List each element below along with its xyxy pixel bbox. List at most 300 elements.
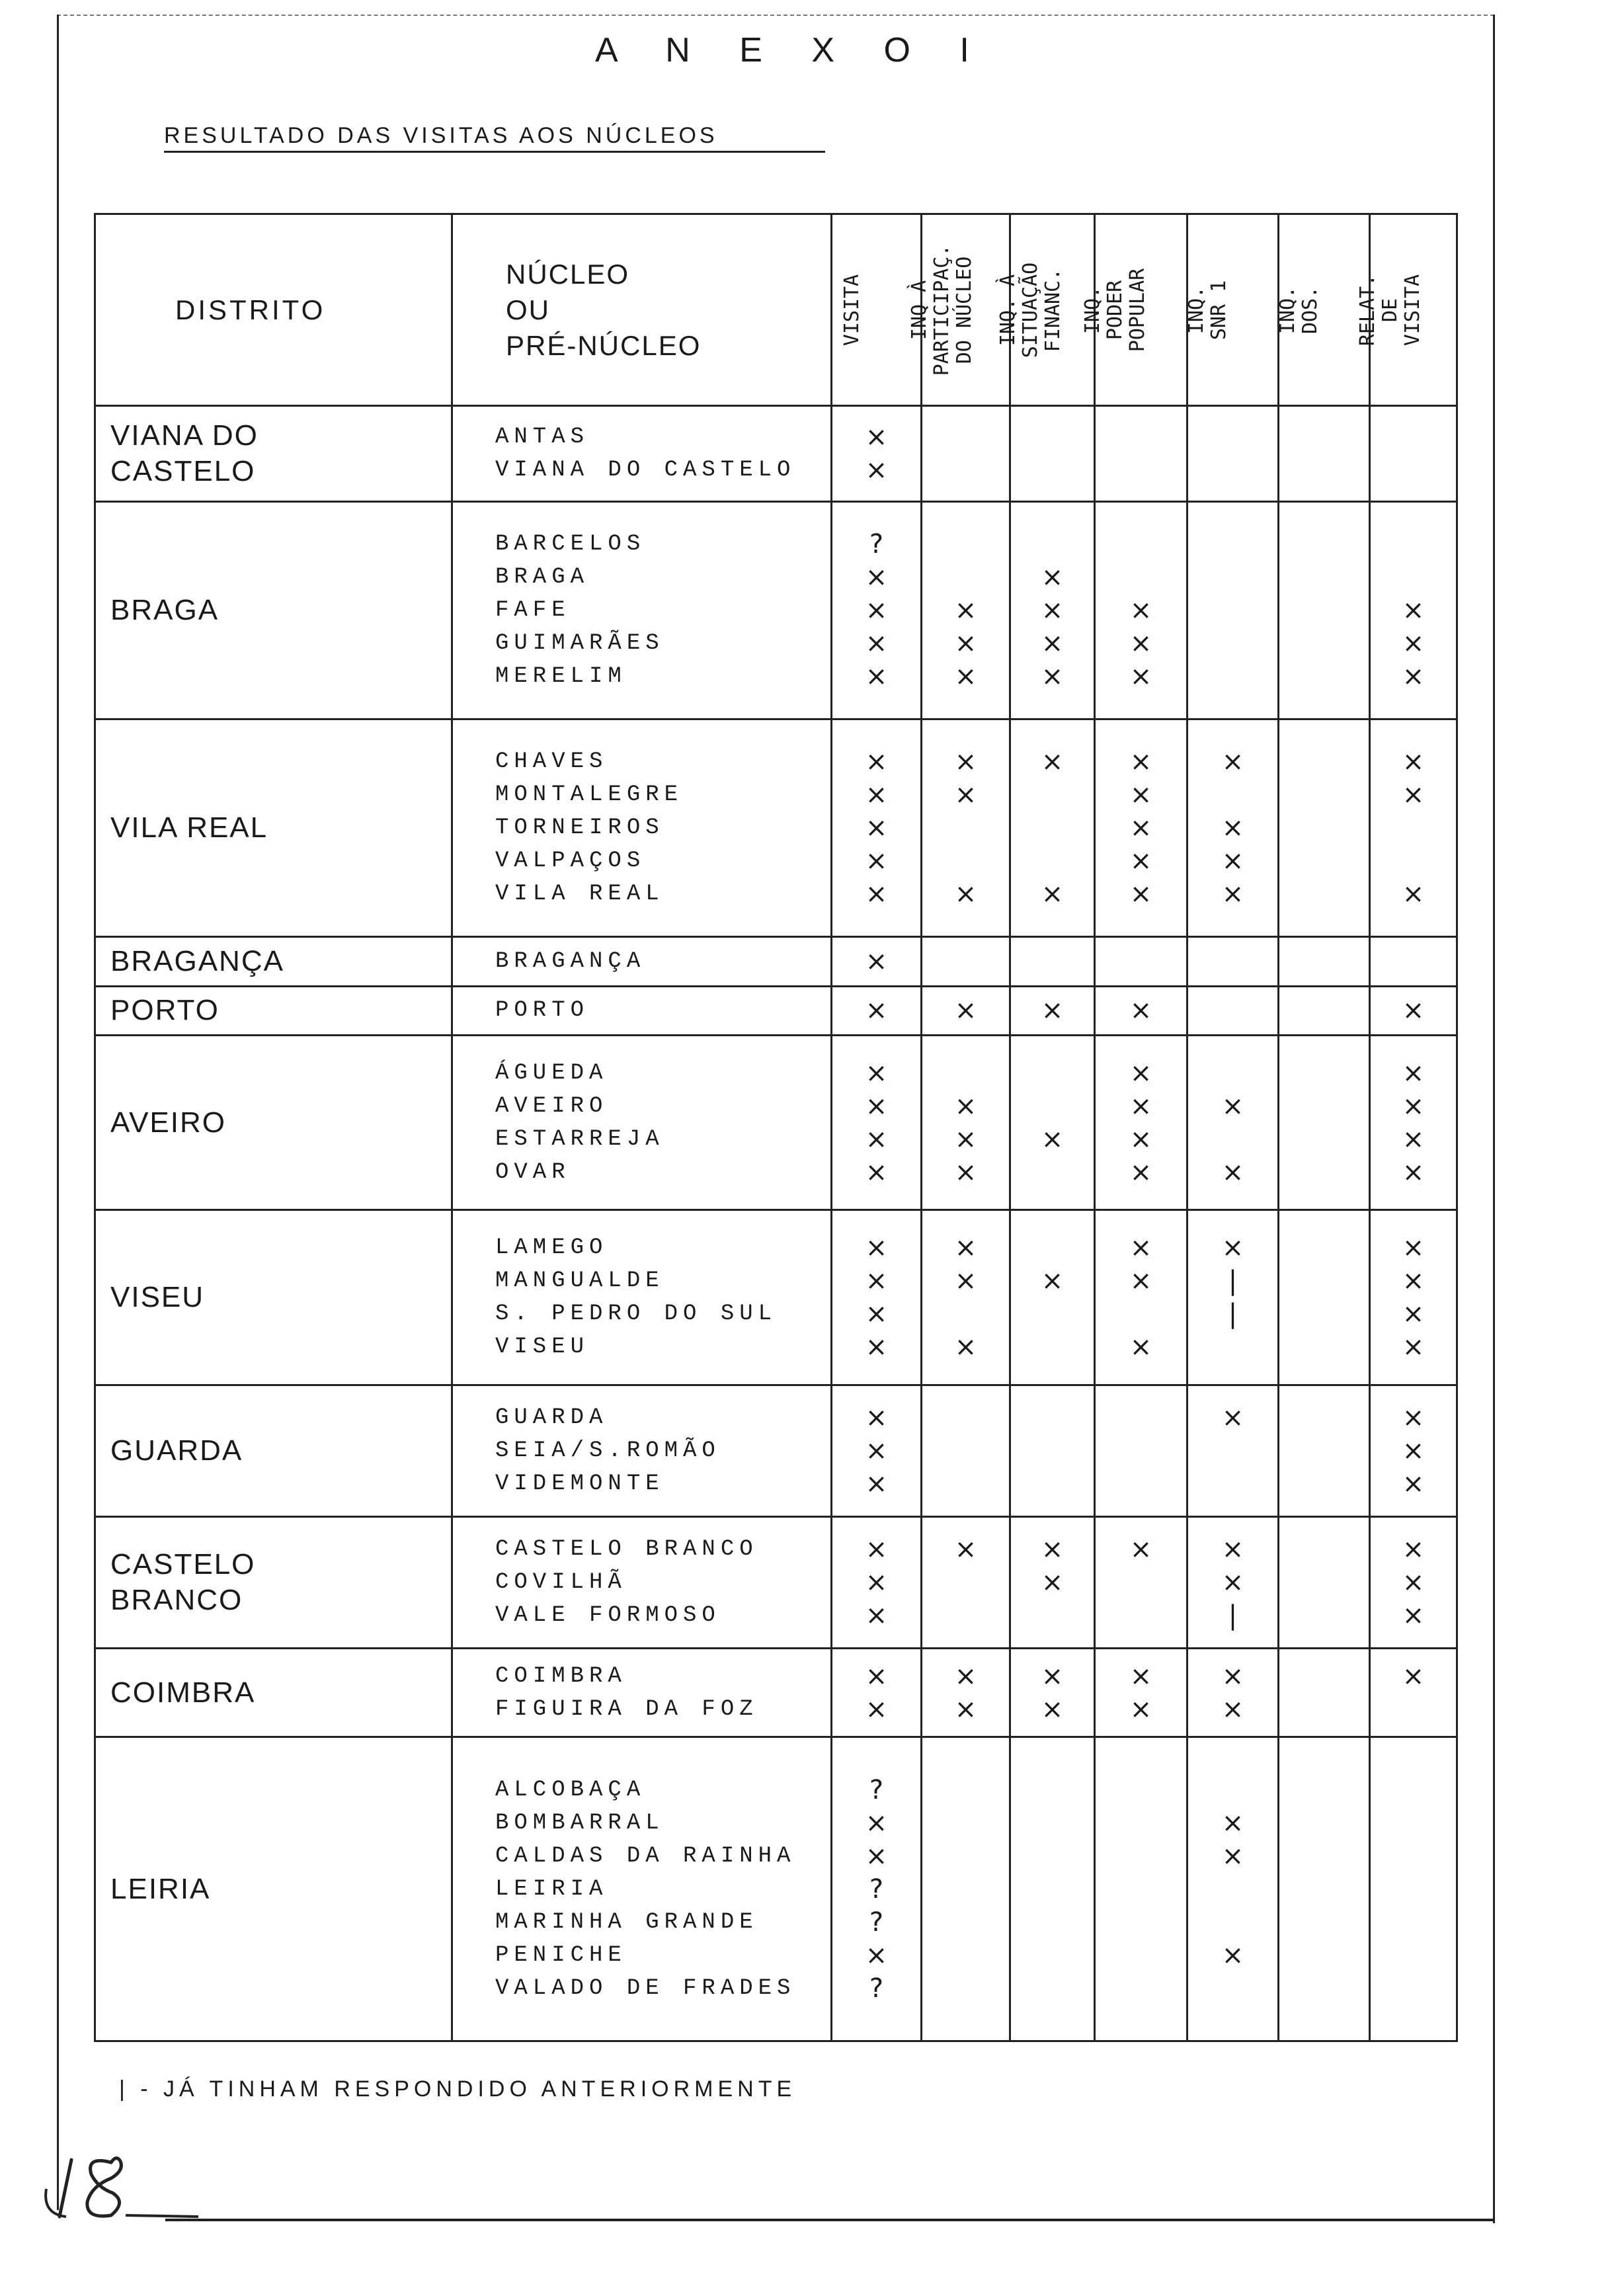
- mark-cell-inq-situacao-financ: [1010, 986, 1095, 1035]
- mark: [1279, 844, 1369, 878]
- nucleo-name: SEIA/S.ROMÃO: [495, 1438, 721, 1463]
- mark: ×: [954, 1090, 977, 1122]
- mark: ×: [865, 846, 888, 877]
- mark: ×: [865, 1157, 888, 1188]
- mark-cell-inq-participacao: [922, 1649, 1010, 1737]
- mark-cell-inq-dos: [1279, 719, 1370, 937]
- mark-cell-inq-snr1: [1187, 937, 1279, 986]
- mark: [922, 811, 1009, 844]
- mark: ×: [865, 879, 888, 910]
- mark: [1279, 1533, 1369, 1566]
- header-col-label: INQ. DOS.: [1276, 286, 1322, 334]
- nucleo-cell: [452, 1385, 832, 1516]
- table-header-row: [95, 214, 1457, 406]
- mark-cell-inq-snr1: [1187, 986, 1279, 1035]
- mark: [1279, 561, 1369, 594]
- mark-cell-inq-poder-popular: [1095, 1210, 1187, 1385]
- mark: ×: [1221, 879, 1244, 910]
- mark: [1371, 945, 1456, 978]
- mark: [1188, 660, 1277, 693]
- district-name: BRANCO: [110, 1583, 243, 1616]
- mark: [1011, 528, 1094, 561]
- mark: ?: [869, 1873, 884, 1905]
- mark: [1011, 1774, 1094, 1807]
- mark: [1011, 1972, 1094, 2005]
- mark: ×: [865, 1057, 888, 1088]
- mark: [1279, 421, 1369, 454]
- mark: ×: [1402, 1534, 1425, 1565]
- mark: ×: [954, 628, 977, 659]
- nucleo-name: CHAVES: [495, 749, 608, 775]
- nucleo-name: BRAGANÇA: [495, 949, 646, 975]
- mark: [1188, 528, 1277, 561]
- mark: [1011, 454, 1094, 487]
- mark: [922, 1467, 1009, 1500]
- district-group-row: [95, 1737, 1457, 2041]
- mark: [1371, 1939, 1456, 1972]
- nucleo-name: VISEU: [495, 1334, 590, 1360]
- mark: [1279, 1057, 1369, 1090]
- district-cell: [95, 1649, 452, 1737]
- mark: [1371, 811, 1456, 844]
- mark: [922, 1840, 1009, 1873]
- mark: [1096, 1566, 1186, 1599]
- mark: [1188, 1906, 1277, 1939]
- mark-cell-relat-visita: [1370, 719, 1457, 937]
- mark: [1371, 454, 1456, 487]
- nucleo-name: AVEIRO: [495, 1093, 608, 1119]
- mark: ×: [1402, 661, 1425, 692]
- mark: [1188, 1331, 1277, 1364]
- mark: ×: [954, 879, 977, 910]
- mark: ×: [1402, 1468, 1425, 1499]
- mark: ×: [1041, 594, 1064, 626]
- mark: ×: [865, 747, 888, 778]
- mark: [922, 1807, 1009, 1840]
- mark: [1188, 1434, 1277, 1467]
- district-name: CASTELO: [110, 1547, 256, 1580]
- mark-cell-inq-participacao: [922, 937, 1010, 986]
- subtitle-underline: [164, 151, 825, 153]
- mark-cell-inq-participacao: [922, 1516, 1010, 1648]
- document-subtitle: RESULTADO DAS VISITAS AOS NÚCLEOS: [164, 123, 718, 148]
- mark: ×: [1129, 1124, 1152, 1155]
- mark: ×: [1221, 1232, 1244, 1263]
- nucleo-name: MANGUALDE: [495, 1268, 664, 1293]
- nucleo-name: ALCOBAÇA: [495, 1777, 646, 1803]
- mark: ×: [865, 780, 888, 811]
- mark: [1279, 1939, 1369, 1972]
- nucleo-name: VILA REAL: [495, 882, 664, 907]
- mark: ×: [1402, 1331, 1425, 1362]
- mark: [1279, 1297, 1369, 1331]
- mark: ×: [954, 1534, 977, 1565]
- mark: ×: [1041, 561, 1064, 593]
- mark: [1096, 1939, 1186, 1972]
- district-group-row: [95, 1649, 1457, 1737]
- district-group-row: [95, 1035, 1457, 1210]
- mark: [1011, 1939, 1094, 1972]
- mark: [1096, 945, 1186, 978]
- mark: [1096, 1434, 1186, 1467]
- district-group-row: [95, 1210, 1457, 1385]
- mark: [1279, 454, 1369, 487]
- mark: ×: [1402, 1402, 1425, 1433]
- nucleo-name: VIDEMONTE: [495, 1471, 664, 1496]
- mark: [1011, 1873, 1094, 1906]
- nucleo-cell: [452, 406, 832, 502]
- mark-cell-inq-participacao: [922, 1385, 1010, 1516]
- mark: ×: [1402, 1265, 1425, 1296]
- mark: ×: [865, 1124, 888, 1155]
- district-name: BRAGA: [110, 593, 220, 626]
- mark: ×: [865, 1402, 888, 1433]
- mark: ×: [1221, 1807, 1244, 1838]
- mark-cell-inq-snr1: [1187, 1649, 1279, 1737]
- district-cell: [95, 937, 452, 986]
- mark: ×: [1041, 1660, 1064, 1692]
- mark: ?: [869, 1973, 884, 2004]
- mark: ×: [1129, 661, 1152, 692]
- mark: ×: [1221, 1940, 1244, 1971]
- mark-cell-inq-situacao-financ: [1010, 1516, 1095, 1648]
- mark-cell-inq-participacao: [922, 1210, 1010, 1385]
- mark: [1371, 844, 1456, 878]
- district-group-row: [95, 1516, 1457, 1648]
- mark: [1279, 1873, 1369, 1906]
- mark: ×: [1221, 1567, 1244, 1598]
- mark-cell-inq-dos: [1279, 1649, 1370, 1737]
- mark-cell-inq-dos: [1279, 1516, 1370, 1648]
- results-table: [94, 213, 1458, 2042]
- nucleo-name: FAFE: [495, 597, 571, 623]
- nucleo-name: ANTAS: [495, 424, 590, 450]
- mark-cell-visita: [832, 1737, 922, 2041]
- mark: [1279, 1972, 1369, 2005]
- mark: ×: [1402, 995, 1425, 1026]
- district-name: AVEIRO: [110, 1106, 227, 1139]
- mark: ×: [1129, 1232, 1152, 1263]
- mark: ×: [954, 1124, 977, 1155]
- mark: [1279, 994, 1369, 1027]
- nucleo-name: GUIMARÃES: [495, 630, 664, 656]
- nucleo-name: VALADO DE FRADES: [495, 1975, 796, 2001]
- mark: |: [1228, 1600, 1238, 1631]
- mark: [1279, 1840, 1369, 1873]
- mark-cell-inq-dos: [1279, 501, 1370, 719]
- district-group-row: [95, 719, 1457, 937]
- header-col-inq-poder-popular: [1081, 214, 1187, 406]
- mark-cell-inq-situacao-financ: [1010, 1649, 1095, 1737]
- mark: ×: [865, 1940, 888, 1971]
- mark: ×: [1402, 594, 1425, 626]
- mark-cell-inq-dos: [1279, 937, 1370, 986]
- header-col-label: INQ. PODER POPULAR: [1081, 268, 1149, 352]
- mark: [1011, 1331, 1094, 1364]
- mark-cell-inq-poder-popular: [1095, 406, 1187, 502]
- handwritten-page-number: [40, 2148, 198, 2221]
- district-cell: [95, 1737, 452, 2041]
- mark: ?: [869, 1906, 884, 1938]
- mark: [1011, 421, 1094, 454]
- header-nucleo-line2: OU: [506, 294, 550, 325]
- nucleo-cell: [452, 1516, 832, 1648]
- mark: ×: [1129, 1660, 1152, 1692]
- mark-cell-relat-visita: [1370, 501, 1457, 719]
- mark: [1371, 528, 1456, 561]
- nucleo-name: PORTO: [495, 998, 590, 1024]
- mark: ×: [1402, 1298, 1425, 1329]
- mark: [1011, 1906, 1094, 1939]
- mark: ×: [865, 421, 888, 452]
- mark: [1096, 1297, 1186, 1331]
- mark: [1279, 945, 1369, 978]
- mark: [922, 945, 1009, 978]
- mark: ×: [1221, 846, 1244, 877]
- mark: ×: [1221, 1402, 1244, 1433]
- mark: [1011, 1231, 1094, 1264]
- mark: ×: [954, 1232, 977, 1263]
- mark: [1279, 1599, 1369, 1632]
- mark-cell-inq-situacao-financ: [1010, 719, 1095, 937]
- mark: [1279, 1123, 1369, 1156]
- mark: [1011, 778, 1094, 811]
- mark: ×: [865, 1331, 888, 1362]
- mark: ×: [1129, 879, 1152, 910]
- mark: [922, 1939, 1009, 1972]
- mark: [1371, 561, 1456, 594]
- nucleo-name: VALPAÇOS: [495, 848, 646, 874]
- mark: ×: [1402, 1600, 1425, 1631]
- mark: [922, 1906, 1009, 1939]
- district-name: VILA REAL: [110, 811, 268, 844]
- mark: [1371, 1840, 1456, 1873]
- mark-cell-inq-dos: [1279, 406, 1370, 502]
- district-name: COIMBRA: [110, 1676, 256, 1709]
- mark: ×: [1402, 1567, 1425, 1598]
- mark: ×: [1402, 780, 1425, 811]
- nucleo-name: BOMBARRAL: [495, 1810, 664, 1836]
- mark: [1011, 1599, 1094, 1632]
- mark: ×: [865, 628, 888, 659]
- mark: [1096, 1599, 1186, 1632]
- mark: [1279, 660, 1369, 693]
- mark: [1096, 1774, 1186, 1807]
- mark-cell-inq-participacao: [922, 501, 1010, 719]
- mark-cell-inq-dos: [1279, 1210, 1370, 1385]
- mark: [922, 454, 1009, 487]
- mark: ×: [1129, 1534, 1152, 1565]
- district-cell: [95, 1516, 452, 1648]
- mark: ×: [1041, 879, 1064, 910]
- mark: [1096, 1840, 1186, 1873]
- nucleo-name: MARINHA GRANDE: [495, 1909, 758, 1935]
- mark: ×: [1041, 1567, 1064, 1598]
- mark-cell-relat-visita: [1370, 1737, 1457, 2041]
- mark-cell-inq-poder-popular: [1095, 986, 1187, 1035]
- mark-cell-relat-visita: [1370, 986, 1457, 1035]
- mark: [1279, 1807, 1369, 1840]
- mark: ×: [865, 1840, 888, 1871]
- mark: [922, 1297, 1009, 1331]
- mark-cell-inq-dos: [1279, 986, 1370, 1035]
- mark-cell-visita: [832, 719, 922, 937]
- mark-cell-inq-participacao: [922, 1035, 1010, 1210]
- mark: [922, 1401, 1009, 1434]
- annex-title: A N E X O I: [595, 31, 989, 69]
- mark: ×: [1402, 1157, 1425, 1188]
- mark: ×: [954, 1694, 977, 1725]
- mark: [1188, 1774, 1277, 1807]
- mark: [1011, 1156, 1094, 1189]
- mark: ×: [1041, 747, 1064, 778]
- mark-cell-inq-situacao-financ: [1010, 1035, 1095, 1210]
- mark: [1011, 1401, 1094, 1434]
- mark-cell-inq-snr1: [1187, 1035, 1279, 1210]
- header-col-label: INQ. SNR 1: [1185, 280, 1230, 340]
- mark: [922, 1566, 1009, 1599]
- page-frame-left: [57, 15, 59, 2210]
- mark-cell-inq-participacao: [922, 1737, 1010, 2041]
- district-group-row: [95, 986, 1457, 1035]
- district-name: BRAGANÇA: [110, 945, 284, 978]
- mark: [1188, 778, 1277, 811]
- mark-cell-inq-poder-popular: [1095, 1649, 1187, 1737]
- mark: [1096, 1906, 1186, 1939]
- mark-cell-inq-snr1: [1187, 719, 1279, 937]
- mark: ×: [865, 1694, 888, 1725]
- mark-cell-visita: [832, 1516, 922, 1648]
- mark: [1096, 421, 1186, 454]
- mark: [1096, 1972, 1186, 2005]
- header-col-label: RELAT. DE VISITA: [1356, 274, 1424, 346]
- header-nucleo: [452, 214, 832, 406]
- mark: [1279, 1434, 1369, 1467]
- header-col-relat-visita: [1356, 214, 1457, 406]
- district-cell: [95, 406, 452, 502]
- mark: ×: [865, 995, 888, 1026]
- mark: [1188, 561, 1277, 594]
- mark: [1279, 1906, 1369, 1939]
- mark: [1011, 844, 1094, 878]
- mark: ×: [1129, 846, 1152, 877]
- district-group-row: [95, 406, 1457, 502]
- nucleo-name: BARCELOS: [495, 531, 646, 557]
- mark-cell-inq-dos: [1279, 1737, 1370, 2041]
- mark-cell-inq-participacao: [922, 719, 1010, 937]
- mark: ×: [1129, 780, 1152, 811]
- mark: [1279, 1331, 1369, 1364]
- mark: [922, 1057, 1009, 1090]
- district-group-row: [95, 1385, 1457, 1516]
- mark: ×: [865, 1468, 888, 1499]
- mark: [922, 561, 1009, 594]
- mark: [1011, 1807, 1094, 1840]
- nucleo-name: TORNEIROS: [495, 815, 664, 841]
- mark-cell-inq-poder-popular: [1095, 1035, 1187, 1210]
- mark: [1188, 994, 1277, 1027]
- mark: [1188, 1467, 1277, 1500]
- mark: [1188, 594, 1277, 627]
- mark: [1279, 1660, 1369, 1693]
- nucleo-name: CALDAS DA RAINHA: [495, 1843, 796, 1869]
- mark: [1096, 561, 1186, 594]
- nucleo-cell: [452, 1649, 832, 1737]
- mark: ×: [1041, 1124, 1064, 1155]
- district-name: GUARDA: [110, 1434, 243, 1467]
- mark: [1096, 528, 1186, 561]
- nucleo-cell: [452, 1035, 832, 1210]
- mark-cell-inq-snr1: [1187, 406, 1279, 502]
- mark: ×: [954, 594, 977, 626]
- district-name: VIANA DO: [110, 419, 259, 452]
- nucleo-name: COIMBRA: [495, 1663, 627, 1689]
- mark: ×: [1041, 628, 1064, 659]
- mark: ×: [865, 813, 888, 844]
- mark: [1279, 878, 1369, 911]
- district-name: LEIRIA: [110, 1872, 211, 1905]
- mark-cell-visita: [832, 986, 922, 1035]
- district-cell: [95, 719, 452, 937]
- mark: ×: [1129, 1090, 1152, 1122]
- mark-cell-relat-visita: [1370, 1210, 1457, 1385]
- mark: [1279, 1467, 1369, 1500]
- mark: [1279, 1231, 1369, 1264]
- nucleo-name: GUARDA: [495, 1405, 608, 1430]
- mark-cell-relat-visita: [1370, 937, 1457, 986]
- mark-cell-inq-poder-popular: [1095, 937, 1187, 986]
- mark: ×: [1402, 1124, 1425, 1155]
- nucleo-name: ÁGUEDA: [495, 1060, 608, 1086]
- mark: [1279, 745, 1369, 778]
- mark-cell-inq-poder-popular: [1095, 719, 1187, 937]
- district-cell: [95, 986, 452, 1035]
- mark-cell-visita: [832, 1649, 922, 1737]
- mark: ×: [1129, 1694, 1152, 1725]
- nucleo-name: VIANA DO CASTELO: [495, 457, 796, 483]
- mark: ×: [1402, 1232, 1425, 1263]
- mark: ×: [954, 747, 977, 778]
- mark: ×: [865, 1807, 888, 1838]
- mark: [1279, 1264, 1369, 1297]
- mark: [1011, 1467, 1094, 1500]
- mark-cell-visita: [832, 1210, 922, 1385]
- mark: [1279, 1693, 1369, 1726]
- nucleo-name: FIGUIRA DA FOZ: [495, 1696, 758, 1722]
- mark: [922, 844, 1009, 878]
- mark: [1371, 1873, 1456, 1906]
- district-name: VISEU: [110, 1280, 205, 1313]
- mark: ×: [1402, 1090, 1425, 1122]
- mark: [1279, 1401, 1369, 1434]
- mark: [1188, 421, 1277, 454]
- mark-cell-visita: [832, 1035, 922, 1210]
- mark: [1096, 1401, 1186, 1434]
- header-col-label: INQ. À SITUAÇÃO FINANC.: [996, 262, 1065, 358]
- table-body: [95, 406, 1457, 2041]
- mark: ×: [1402, 1057, 1425, 1088]
- mark: [1188, 627, 1277, 660]
- mark: ?: [869, 1774, 884, 1805]
- mark: ?: [869, 528, 884, 559]
- mark: ×: [1041, 995, 1064, 1026]
- nucleo-cell: [452, 501, 832, 719]
- mark-cell-inq-situacao-financ: [1010, 1737, 1095, 2041]
- mark-cell-inq-situacao-financ: [1010, 1210, 1095, 1385]
- mark: ×: [1402, 1660, 1425, 1692]
- mark-cell-visita: [832, 406, 922, 502]
- mark: [1279, 778, 1369, 811]
